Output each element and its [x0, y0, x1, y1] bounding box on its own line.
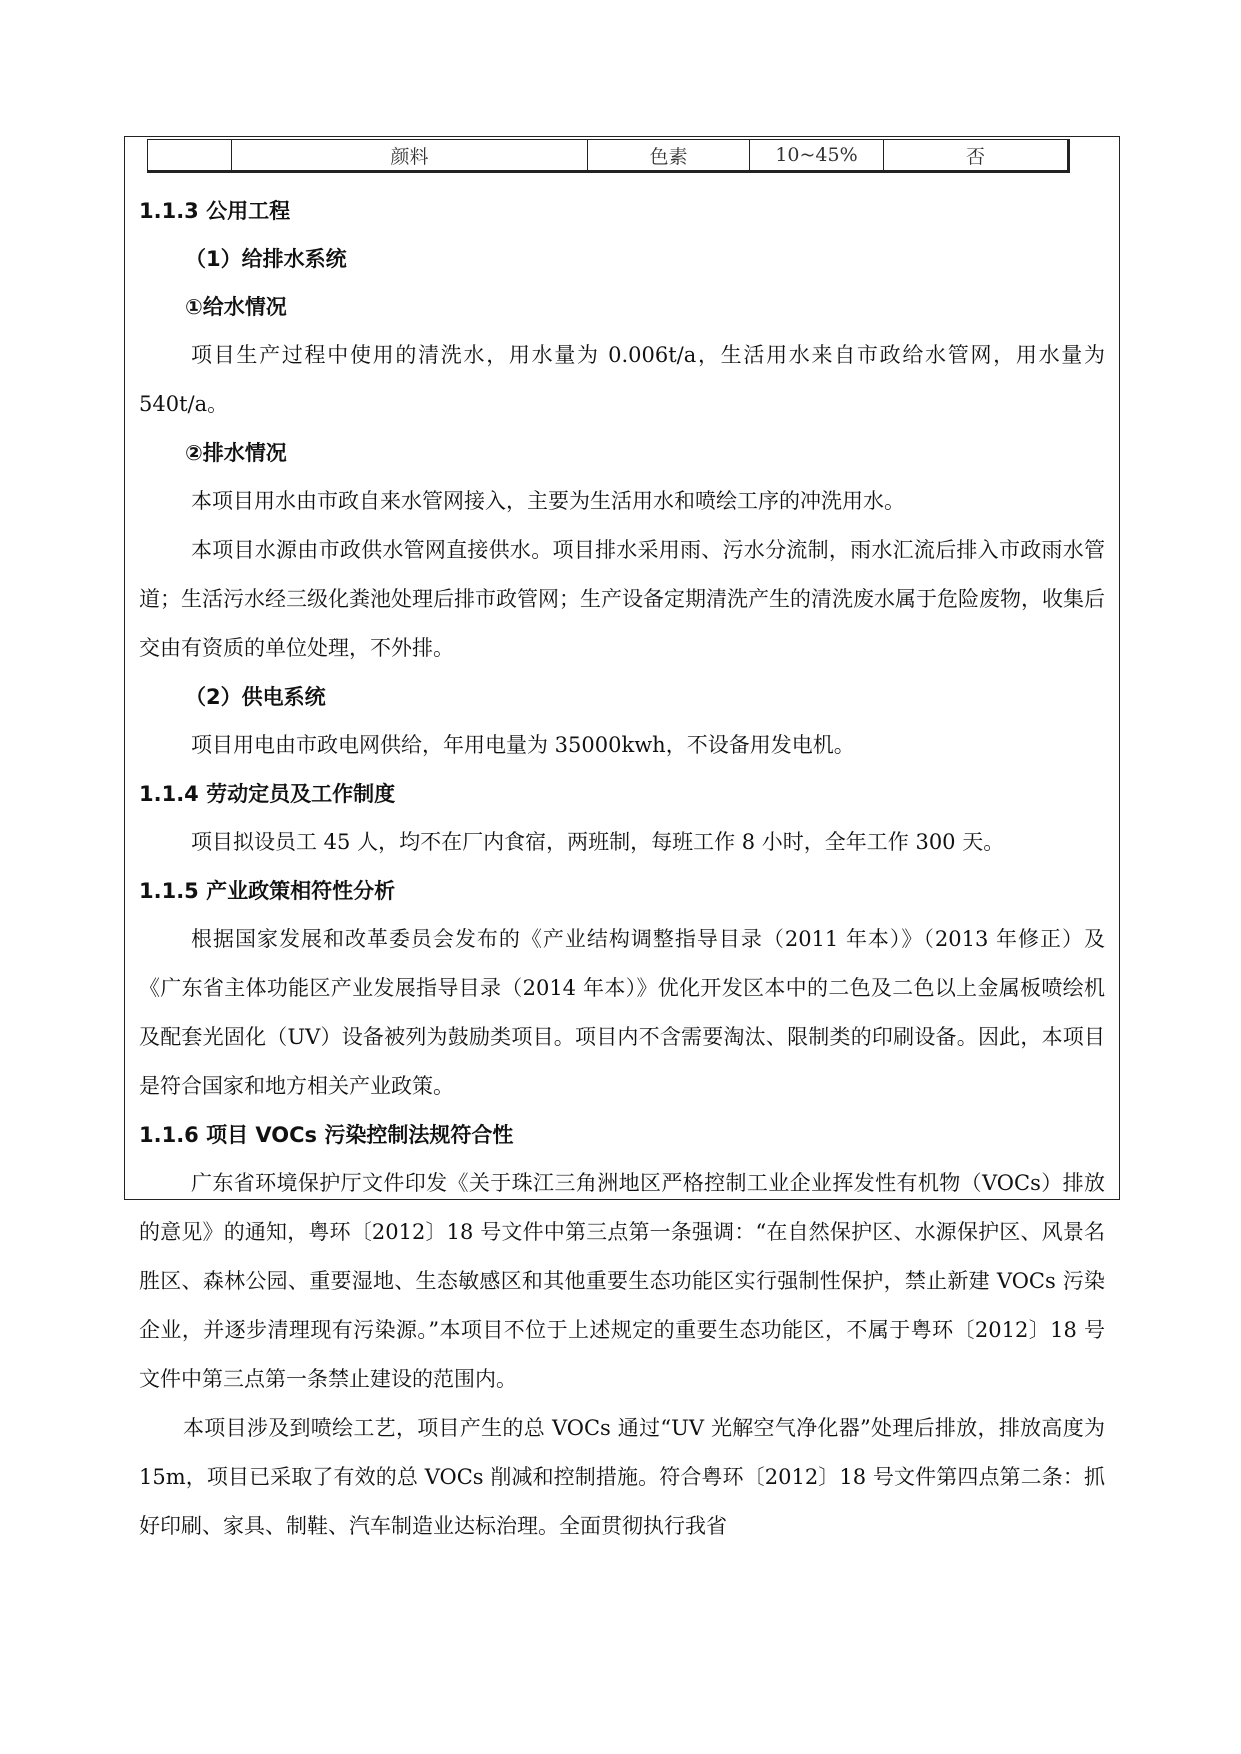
- section-heading: 1.1.6 项目 VOCs 污染控制法规符合性: [139, 1123, 514, 1147]
- subsection-heading: ①给水情况: [185, 295, 287, 319]
- section-heading: 1.1.4 劳动定员及工作制度: [139, 782, 396, 806]
- subsection-heading: ②排水情况: [185, 441, 287, 465]
- table-cell: 10~45%: [750, 140, 884, 172]
- subsection-heading: （2）供电系统: [185, 685, 326, 709]
- paragraph: 广东省环境保护厅文件印发《关于珠江三角洲地区严格控制工业企业挥发性有机物（VOCs）排放的意见》的通知，粤环〔2012〕18 号文件中第三点第一条强调：“在自然保护区、水源保护区、风景名胜区、森林公园、重要湿地、生态敏感区和其他重要生态功能区实行强制性保护，禁止新建 VOCs 污染企业，并逐步清理现有污染源。”本项目不位于上述规定的重要生态功能区，不属于粤环〔2012〕18 号文件中第三点第一条禁止建设的范围内。: [139, 1171, 1105, 1391]
- section-heading: 1.1.3 公用工程: [139, 199, 291, 223]
- subsection-heading: （1）给排水系统: [185, 247, 347, 271]
- paragraph: 本项目用水由市政自来水管网接入，主要为生活用水和喷绘工序的冲洗用水。: [191, 489, 905, 513]
- paragraph: 项目拟设员工 45 人，均不在厂内食宿，两班制，每班工作 8 小时，全年工作 300 天。: [191, 830, 1005, 854]
- table-row: [148, 140, 1069, 172]
- paragraph: 项目用电由市政电网供给，年用电量为 35000kwh，不设备用发电机。: [191, 733, 855, 757]
- table-cell: 颜料: [232, 140, 588, 172]
- pigment-table: [147, 139, 1070, 173]
- section-heading: 1.1.5 产业政策相符性分析: [139, 879, 396, 903]
- paragraph: 本项目涉及到喷绘工艺，项目产生的总 VOCs 通过“UV 光解空气净化器”处理后排放，排放高度为 15m，项目已采取了有效的总 VOCs 削减和控制措施。符合粤环〔2012〕18 号文件第四点第二条：抓好印刷、家具、制鞋、汽车制造业达标治理。全面贯彻执行我省: [139, 1416, 1105, 1538]
- table-cell: [148, 140, 232, 172]
- document-frame: [124, 136, 1120, 1538]
- table-cell: 否: [884, 140, 1069, 172]
- paragraph: 根据国家发展和改革委员会发布的《产业结构调整指导目录（2011 年本）》（2013 年修正）及《广东省主体功能区产业发展指导目录（2014 年本）》优化开发区本中的二色及二色以上金属板喷绘机及配套光固化（UV）设备被列为鼓励类项目。项目内不含需要淘汰、限制类的印刷设备。因此，本项目是符合国家和地方相关产业政策。: [139, 927, 1105, 1098]
- paragraph: 项目生产过程中使用的清洗水，用水量为 0.006t/a，生活用水来自市政给水管网，用水量为 540t/a。: [139, 343, 1105, 416]
- document-body: [139, 187, 1105, 1551]
- table-cell: 色素: [588, 140, 750, 172]
- paragraph: 本项目水源由市政供水管网直接供水。项目排水采用雨、污水分流制，雨水汇流后排入市政雨水管道；生活污水经三级化粪池处理后排市政管网；生产设备定期清洗产生的清洗废水属于危险废物，收集后交由有资质的单位处理，不外排。: [139, 538, 1105, 660]
